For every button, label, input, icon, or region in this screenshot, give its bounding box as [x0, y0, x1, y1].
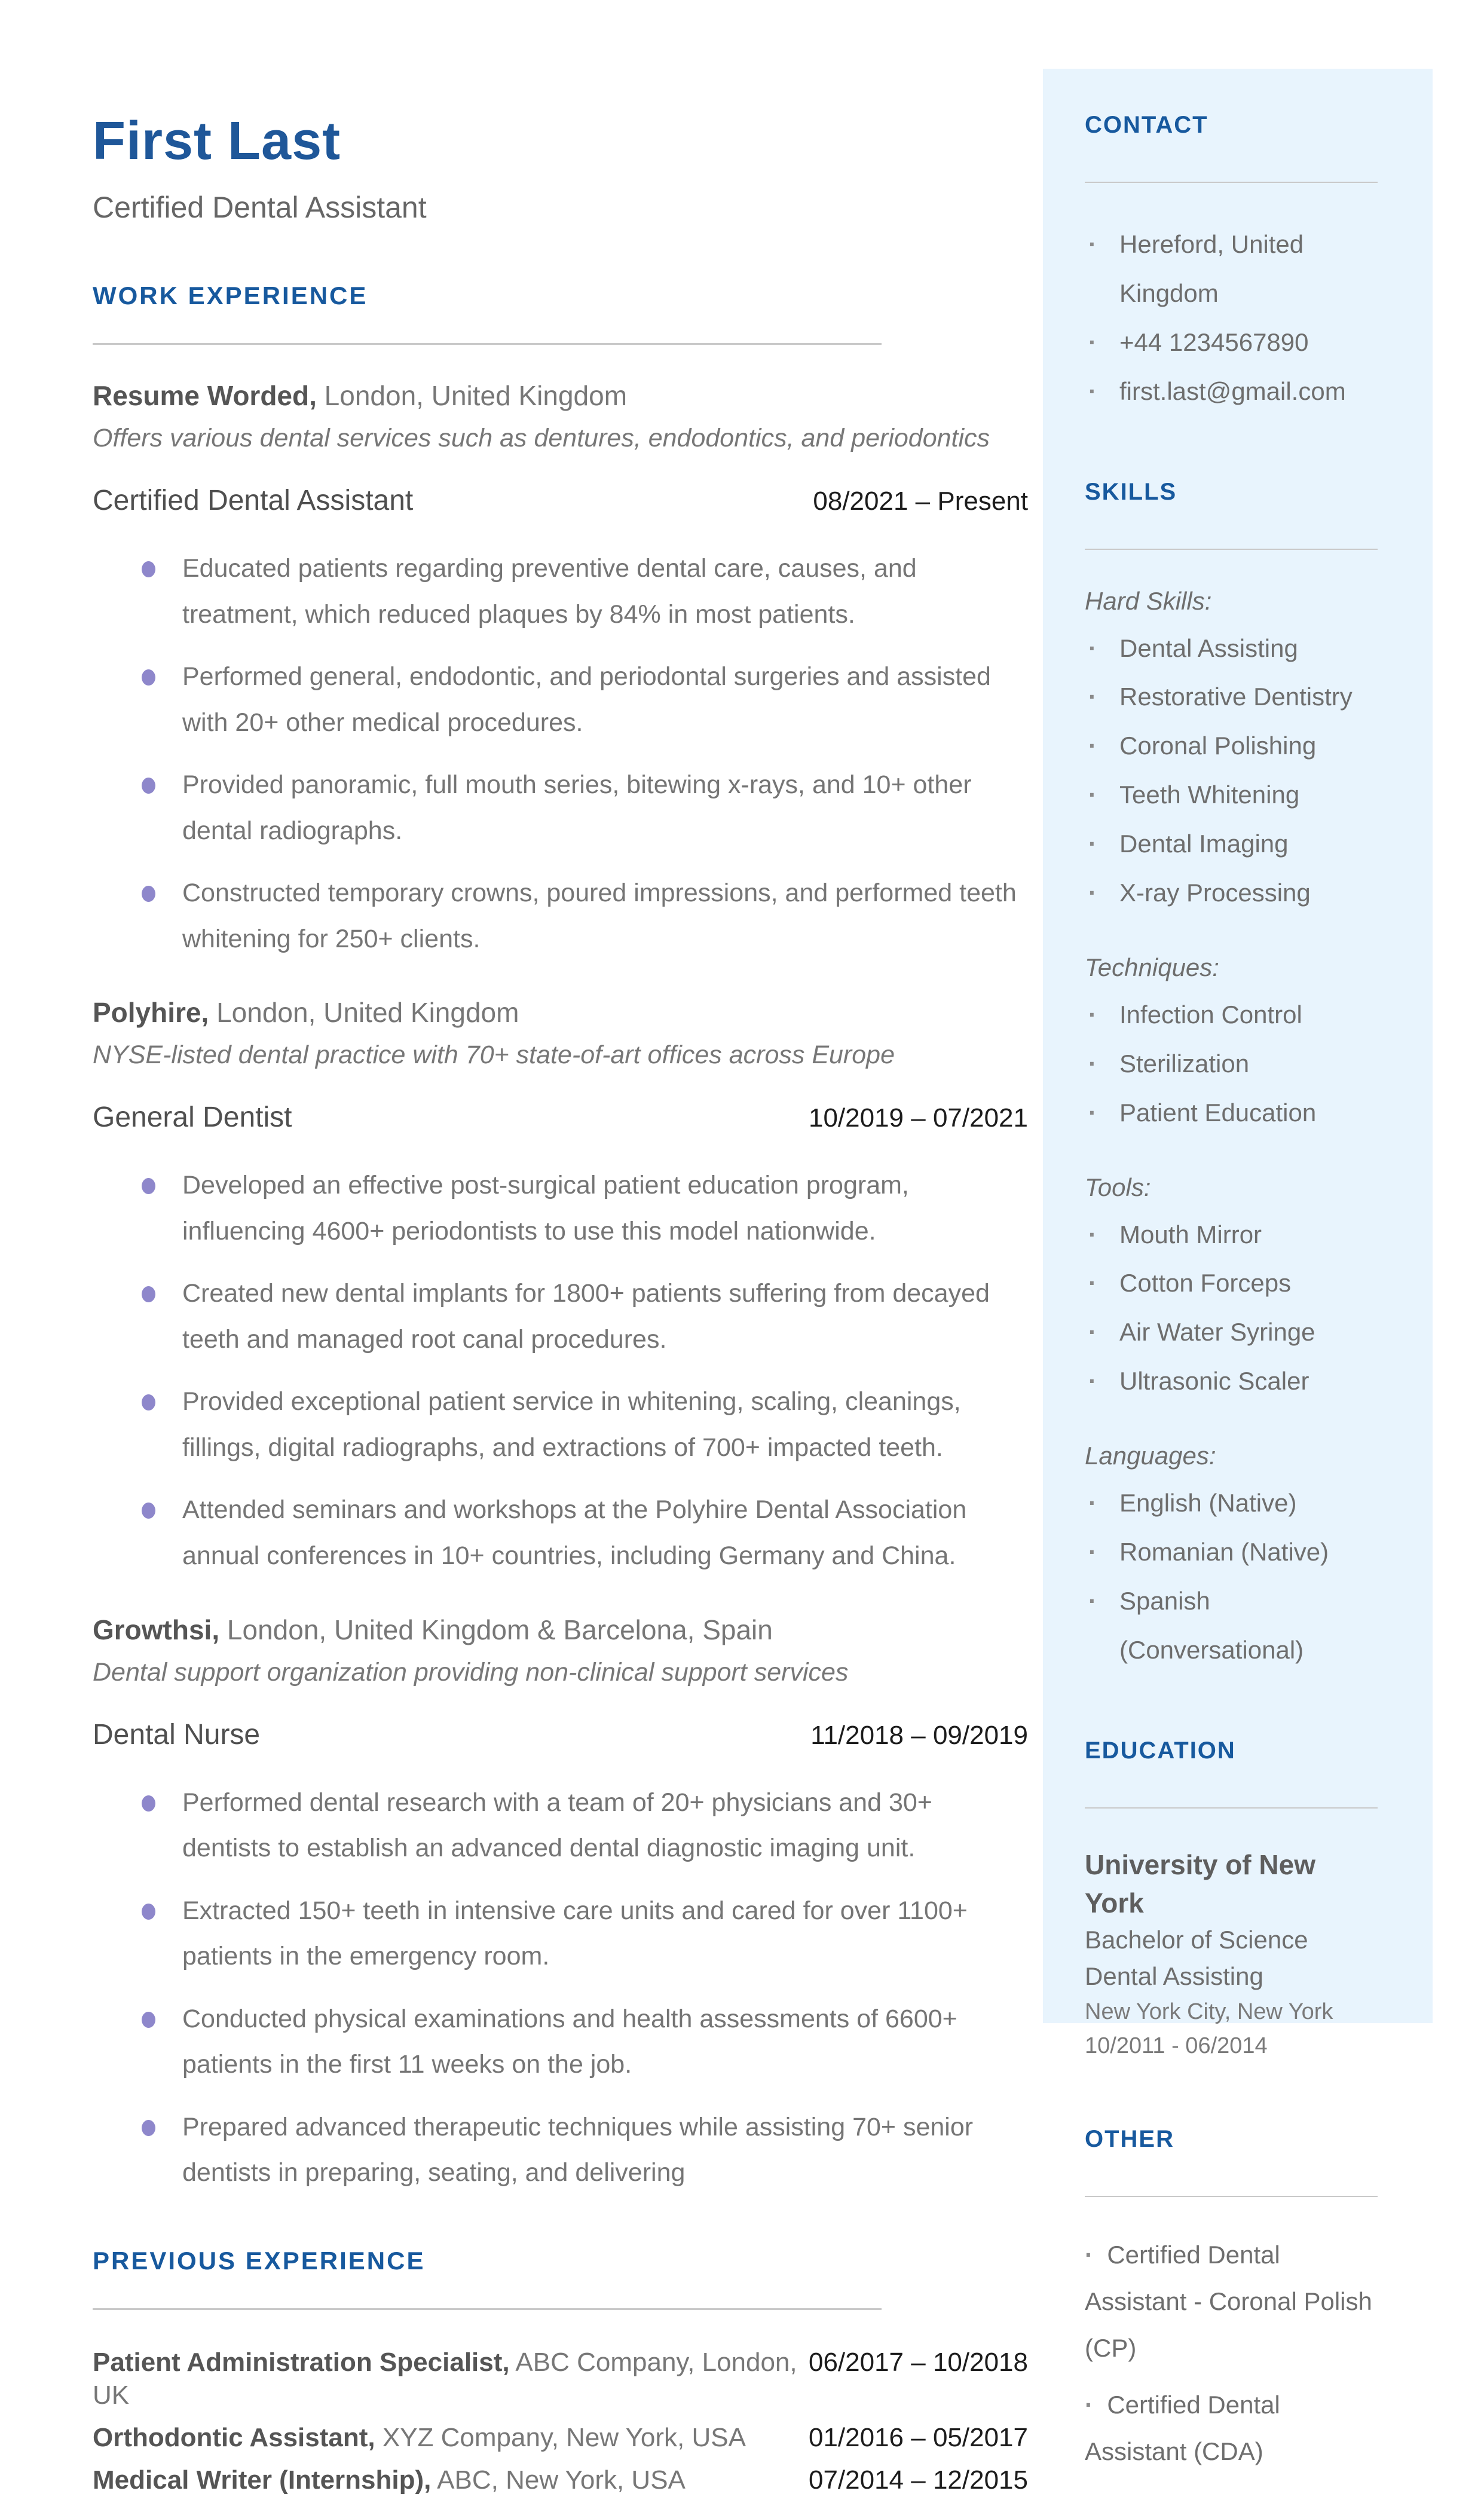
skill-item: · Patient Education [1085, 1088, 1378, 1137]
previous-detail: XYZ Company, New York, USA [375, 2422, 746, 2452]
job-bullet: Educated patients regarding preventive dental care, causes, and treatment, which reduced plaques by 84% in most patients. [93, 546, 1028, 637]
skill-item: · Teeth Whitening [1085, 770, 1378, 819]
other-item: · Certified Dental Assistant - Coronal Polish (CP) [1085, 2232, 1378, 2371]
job-bullet: Performed dental research with a team of 20+ physicians and 30+ dentists to establish an advanced dental diagnostic imaging unit. [93, 1780, 1028, 1871]
company-location: London, United Kingdom & Barcelona, Spain [219, 1614, 773, 1645]
skill-item: · Dental Assisting [1085, 624, 1378, 673]
contact-divider [1085, 182, 1378, 183]
job-bullet: Performed general, endodontic, and periodontal surgeries and assisted with 20+ other medical procedures. [93, 654, 1028, 745]
education-block [1085, 1846, 1378, 2064]
role-dates: 08/2021 – Present [813, 486, 1028, 516]
job-growthsi [93, 1614, 1028, 2196]
role-dates: 11/2018 – 09/2019 [810, 1720, 1028, 1750]
skill-group-label: Languages: [1085, 1442, 1216, 1470]
skill-list [1085, 1210, 1378, 1406]
education-degree: Bachelor of Science [1085, 1926, 1308, 1954]
skill-group-tools [1085, 1173, 1378, 1406]
previous-role: Patient Administration Specialist, [93, 2347, 510, 2377]
job-bullet: Provided panoramic, full mouth series, bitewing x-rays, and 10+ other dental radiographs. [93, 762, 1028, 853]
contact-heading: CONTACT [1085, 112, 1208, 138]
company-tagline: NYSE-listed dental practice with 70+ state-of-art offices across Europe [93, 1041, 895, 1070]
skill-item: · X-ray Processing [1085, 868, 1378, 917]
contact-list [1085, 220, 1378, 416]
skill-item: · Sterilization [1085, 1039, 1378, 1088]
job-bullet: Attended seminars and workshops at the Polyhire Dental Association annual conferences in 10+ countries, including Germany and China. [93, 1487, 1028, 1578]
job-bullet: Created new dental implants for 1800+ patients suffering from decayed teeth and managed root canal procedures. [93, 1271, 1028, 1362]
previous-dates: 07/2014 – 12/2015 [808, 2465, 1028, 2495]
company-line [93, 1614, 1028, 1646]
role-title: Certified Dental Assistant [93, 485, 414, 516]
skill-item: · Romanian (Native) [1085, 1528, 1378, 1577]
job-bullet-list [93, 546, 1028, 962]
skill-group-languages [1085, 1442, 1378, 1675]
person-job-title: Certified Dental Assistant [93, 191, 427, 224]
skill-list [1085, 990, 1378, 1137]
previous-detail: ABC, New York, USA [431, 2465, 686, 2495]
education-dates: 10/2011 - 06/2014 [1085, 2033, 1268, 2059]
skill-group-label: Techniques: [1085, 953, 1219, 981]
skill-item: · Air Water Syringe [1085, 1308, 1378, 1357]
education-major: Dental Assisting [1085, 1962, 1263, 1991]
role-row [93, 484, 1028, 517]
skill-group-label: Hard Skills: [1085, 586, 1212, 615]
skill-item: · English (Native) [1085, 1479, 1378, 1528]
work-experience-heading: WORK EXPERIENCE [93, 281, 368, 310]
skill-item: · Coronal Polishing [1085, 721, 1378, 770]
previous-dates: 01/2016 – 05/2017 [808, 2422, 1028, 2452]
company-line [93, 996, 1028, 1029]
skill-list [1085, 1479, 1378, 1675]
job-bullet: Constructed temporary crowns, poured impressions, and performed teeth whitening for 250+ clients. [93, 870, 1028, 962]
other-divider [1085, 2196, 1378, 2197]
education-location: New York City, New York [1085, 1999, 1333, 2025]
other-heading: OTHER [1085, 2126, 1174, 2153]
company-name: Resume Worded, [93, 380, 317, 411]
previous-detail: ABC Company, London, UK [93, 2347, 797, 2410]
job-bullet-list [93, 1780, 1028, 2196]
job-bullet: Prepared advanced therapeutic techniques while assisting 70+ senior dentists in preparing, seating, and delivering [93, 2104, 1028, 2196]
skill-group-label: Tools: [1085, 1173, 1151, 1201]
skills-divider [1085, 549, 1378, 550]
company-tagline: Dental support organization providing non-clinical support services [93, 1657, 849, 1687]
role-row [93, 1718, 1028, 1751]
education-divider [1085, 1807, 1378, 1809]
skill-item: · Dental Imaging [1085, 819, 1378, 868]
skill-group-hard-skills [1085, 587, 1378, 917]
role-title: Dental Nurse [93, 1718, 261, 1751]
skill-group-techniques [1085, 953, 1378, 1137]
skill-item: · Ultrasonic Scaler [1085, 1357, 1378, 1406]
job-polyhire [93, 996, 1028, 1578]
job-bullet-list [93, 1162, 1028, 1578]
company-location: London, United Kingdom [209, 997, 519, 1029]
company-name: Growthsi, [93, 1614, 220, 1645]
education-school: University of New York [1085, 1849, 1315, 1919]
previous-row [93, 2346, 1028, 2412]
previous-experience-divider [93, 2308, 882, 2310]
previous-role: Orthodontic Assistant, [93, 2422, 375, 2452]
skill-item: · Restorative Dentistry [1085, 672, 1378, 721]
previous-experience-rows [93, 2346, 1028, 2496]
contact-location: · Hereford, United Kingdom [1085, 220, 1378, 318]
skills-heading: SKILLS [1085, 478, 1177, 505]
previous-dates: 06/2017 – 10/2018 [808, 2347, 1028, 2377]
job-bullet: Conducted physical examinations and health assessments of 6600+ patients in the first 11 weeks on the job. [93, 1996, 1028, 2088]
company-tagline: Offers various dental services such as dentures, endodontics, and periodontics [93, 424, 990, 452]
job-bullet: Extracted 150+ teeth in intensive care units and cared for over 1100+ patients in the emergency room. [93, 1888, 1028, 1979]
person-name: First Last [93, 111, 341, 171]
previous-role-line [93, 2464, 686, 2496]
skill-item: · Cotton Forceps [1085, 1259, 1378, 1308]
company-line [93, 380, 1028, 412]
previous-role: Medical Writer (Internship), [93, 2465, 432, 2495]
role-title: General Dentist [93, 1101, 292, 1134]
skill-item: · Infection Control [1085, 990, 1378, 1039]
other-item: · Certified Dental Assistant (CDA) [1085, 2382, 1378, 2474]
work-experience-divider [93, 343, 882, 345]
company-location: London, United Kingdom [316, 380, 628, 411]
skill-item: · Mouth Mirror [1085, 1210, 1378, 1259]
previous-row [93, 2421, 1028, 2454]
contact-phone: · +44 1234567890 [1085, 318, 1378, 367]
skill-item: · Spanish (Conversational) [1085, 1577, 1378, 1675]
education-heading: EDUCATION [1085, 1737, 1236, 1764]
company-name: Polyhire, [93, 997, 209, 1029]
previous-experience-heading: PREVIOUS EXPERIENCE [93, 2246, 426, 2275]
role-dates: 10/2019 – 07/2021 [808, 1103, 1028, 1133]
job-resume-worded [93, 380, 1028, 962]
skill-list [1085, 624, 1378, 917]
previous-row [93, 2464, 1028, 2496]
role-row [93, 1101, 1028, 1134]
contact-email: · first.last@gmail.com [1085, 367, 1378, 416]
other-list [1085, 2232, 1378, 2474]
previous-role-line [93, 2421, 746, 2454]
job-bullet: Provided exceptional patient service in whitening, scaling, cleanings, fillings, digital radiographs, and extractions of 700+ impacted teeth. [93, 1379, 1028, 1470]
job-bullet: Developed an effective post-surgical patient education program, influencing 4600+ periodontists to use this model nationwide. [93, 1162, 1028, 1254]
sidebar-column [1085, 69, 1378, 2486]
previous-role-line [93, 2346, 809, 2412]
main-column [93, 0, 1028, 2506]
